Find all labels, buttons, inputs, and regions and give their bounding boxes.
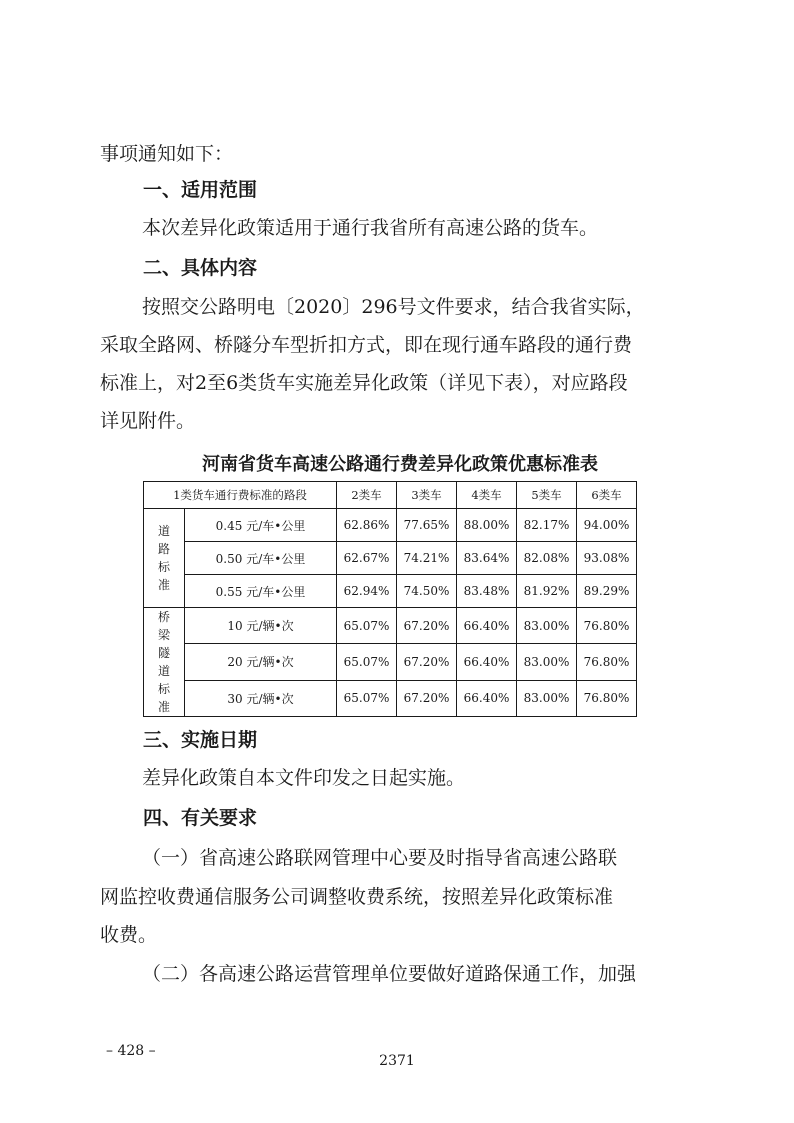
section-heading-date: 三、实施日期 (143, 729, 258, 751)
cell-class-5: 83.00% (517, 644, 577, 680)
header-class-3: 3类车 (397, 482, 457, 509)
content-line-4: 详见附件。 (100, 410, 196, 432)
cell-class-2: 65.07% (337, 644, 397, 680)
row-standard: 0.55 元/车•公里 (185, 575, 337, 608)
cell-class-4: 66.40% (457, 644, 517, 680)
table-header-row (144, 482, 637, 509)
header-class-2: 2类车 (337, 482, 397, 509)
content-line-3: 标准上，对2至6类货车实施差异化政策（详见下表），对应路段 (100, 372, 628, 394)
row-standard: 0.45 元/车•公里 (185, 509, 337, 542)
cell-class-6: 94.00% (577, 509, 637, 542)
header-class-5: 5类车 (517, 482, 577, 509)
cell-class-4: 83.48% (457, 575, 517, 608)
table-row (144, 644, 637, 680)
cell-class-4: 66.40% (457, 680, 517, 716)
table-row (144, 575, 637, 608)
page-number-center: 2371 (379, 1053, 415, 1069)
cell-class-2: 65.07% (337, 608, 397, 644)
section-body-scope: 本次差异化政策适用于通行我省所有高速公路的货车。 (142, 217, 599, 239)
cell-class-3: 67.20% (397, 680, 457, 716)
table-row (144, 509, 637, 542)
row-standard: 0.50 元/车•公里 (185, 542, 337, 575)
row-standard: 10 元/辆•次 (185, 608, 337, 644)
content-line-2: 采取全路网、桥隧分车型折扣方式，即在现行通车路段的通行费 (100, 334, 633, 356)
cell-class-3: 74.21% (397, 542, 457, 575)
header-class-6: 6类车 (577, 482, 637, 509)
table-title: 河南省货车高速公路通行费差异化政策优惠标准表 (202, 454, 598, 475)
section-body-date: 差异化政策自本文件印发之日起实施。 (142, 767, 466, 789)
cell-class-6: 76.80% (577, 644, 637, 680)
section-heading-requirements: 四、有关要求 (143, 807, 258, 829)
discount-table (143, 481, 637, 717)
row-standard: 30 元/辆•次 (185, 680, 337, 716)
table-row (144, 608, 637, 644)
cell-class-2: 65.07% (337, 680, 397, 716)
cell-class-3: 77.65% (397, 509, 457, 542)
cell-class-3: 67.20% (397, 608, 457, 644)
cell-class-5: 83.00% (517, 680, 577, 716)
page-number-left: – 428 – (106, 1043, 156, 1059)
section-heading-scope: 一、适用范围 (143, 179, 258, 201)
header-class-4: 4类车 (457, 482, 517, 509)
cell-class-2: 62.86% (337, 509, 397, 542)
cell-class-6: 76.80% (577, 680, 637, 716)
cell-class-5: 83.00% (517, 608, 577, 644)
cell-class-2: 62.94% (337, 575, 397, 608)
cell-class-6: 93.08% (577, 542, 637, 575)
section-heading-content: 二、具体内容 (143, 257, 258, 279)
table-row (144, 542, 637, 575)
cell-class-5: 82.17% (517, 509, 577, 542)
cell-class-3: 74.50% (397, 575, 457, 608)
cell-class-4: 83.64% (457, 542, 517, 575)
cell-class-2: 62.67% (337, 542, 397, 575)
cell-class-5: 81.92% (517, 575, 577, 608)
group-label-bridge-tunnel: 桥梁隧道标准 (144, 608, 185, 717)
cell-class-6: 89.29% (577, 575, 637, 608)
cell-class-3: 67.20% (397, 644, 457, 680)
cell-class-4: 66.40% (457, 608, 517, 644)
requirement-1-line-3: 收费。 (100, 924, 158, 946)
cell-class-4: 88.00% (457, 509, 517, 542)
table-row (144, 680, 637, 716)
requirement-1-line-2: 网监控收费通信服务公司调整收费系统，按照差异化政策标准 (100, 886, 614, 908)
requirement-1-line-1: （一）省高速公路联网管理中心要及时指导省高速公路联 (142, 847, 618, 869)
group-label-road: 道路标准 (144, 509, 185, 608)
header-road-standard: 1类货车通行费标准的路段 (144, 482, 337, 509)
cell-class-5: 82.08% (517, 542, 577, 575)
row-standard: 20 元/辆•次 (185, 644, 337, 680)
intro-line: 事项通知如下： (100, 143, 234, 165)
requirement-2-line-1: （二）各高速公路运营管理单位要做好道路保通工作，加强 (142, 963, 637, 985)
cell-class-6: 76.80% (577, 608, 637, 644)
content-line-1: 按照交公路明电〔2020〕296号文件要求，结合我省实际， (142, 296, 645, 318)
